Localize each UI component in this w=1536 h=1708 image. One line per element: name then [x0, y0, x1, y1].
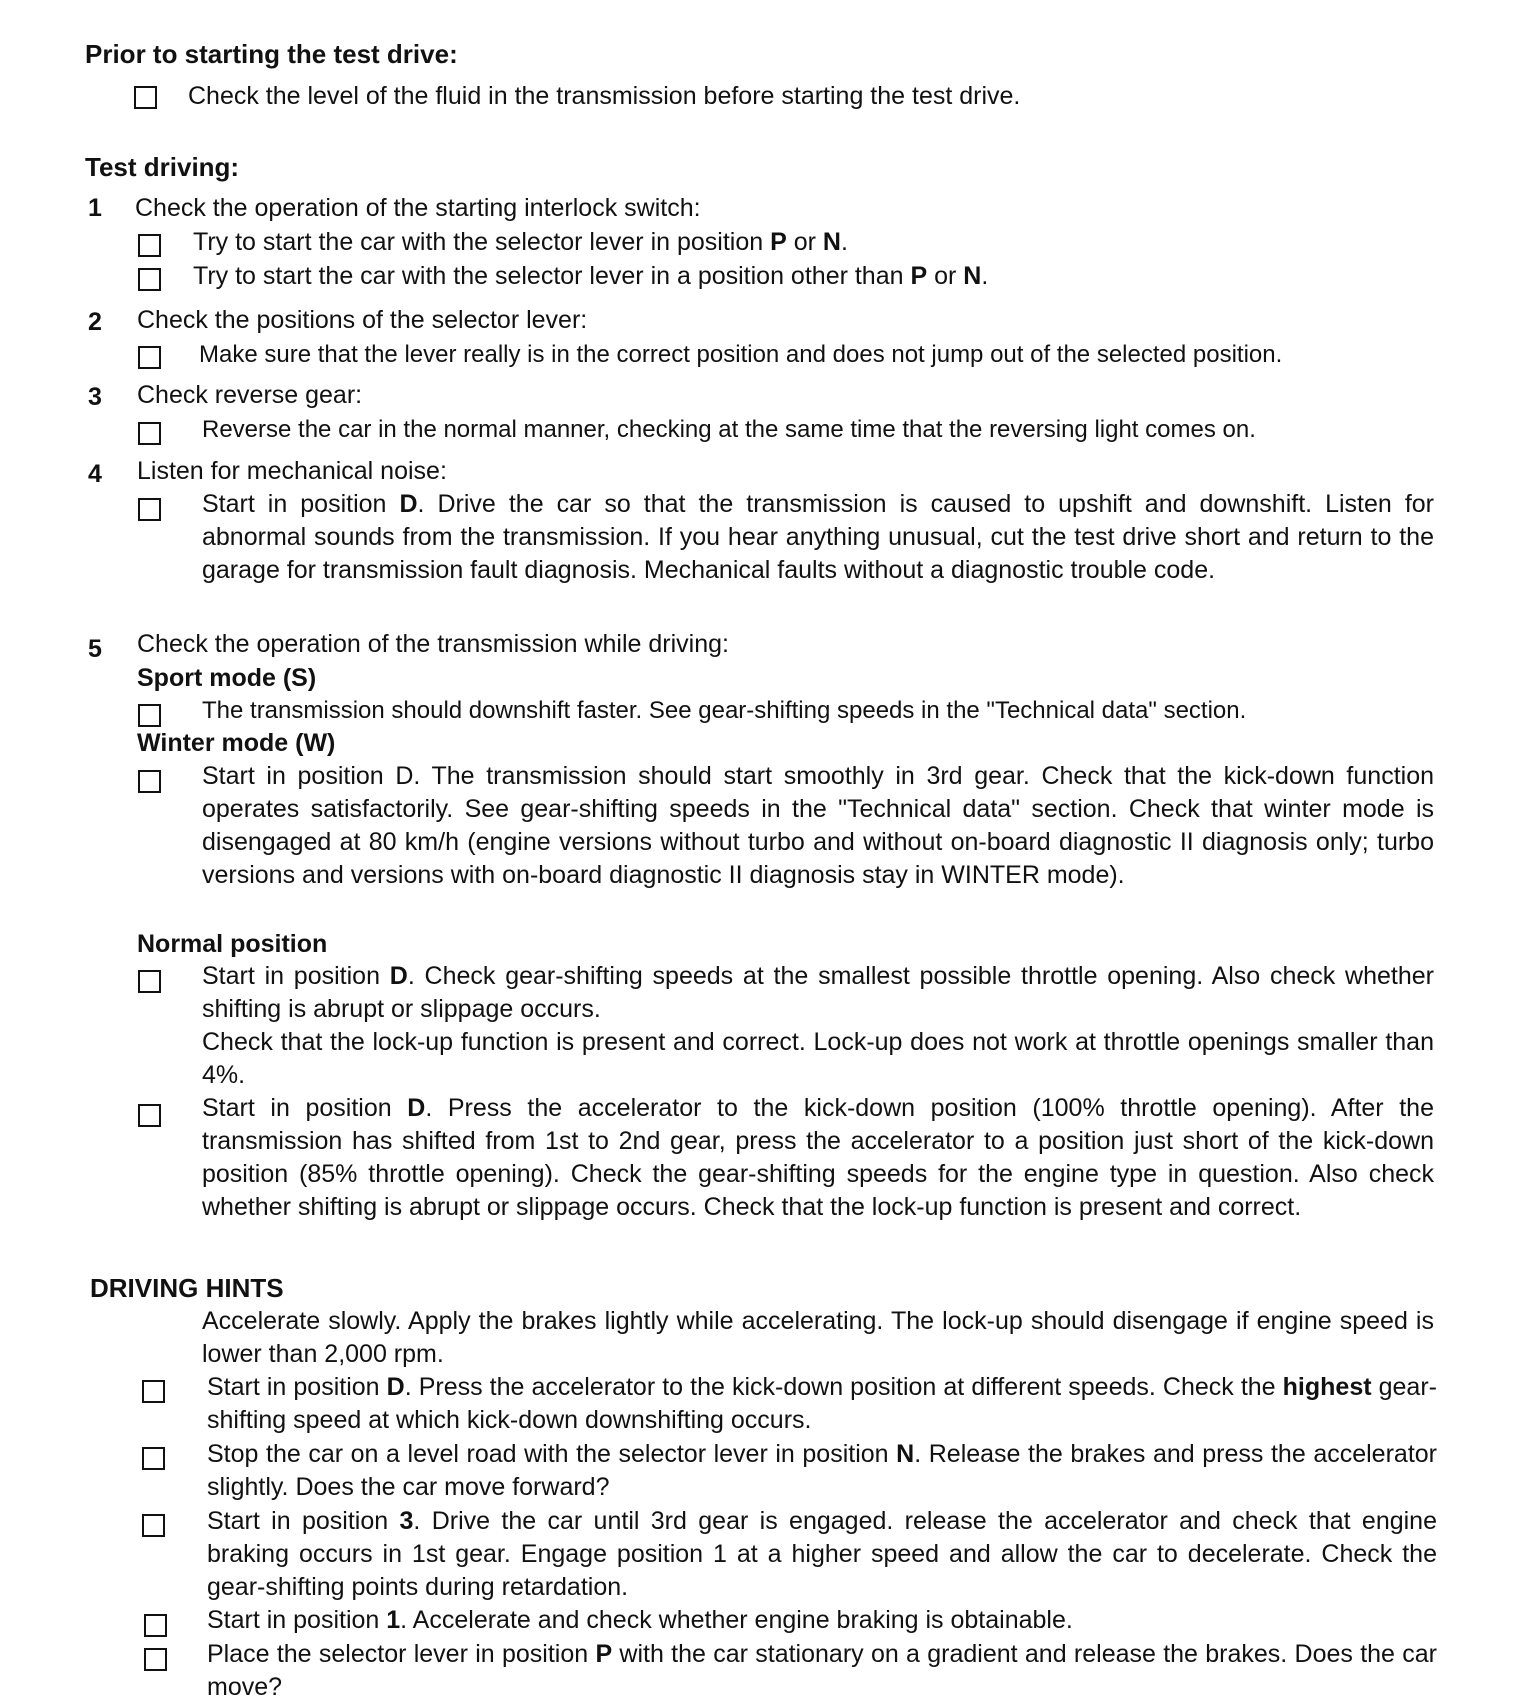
step-1b-text: Try to start the car with the selector lever in a position other than P or N.: [193, 262, 989, 290]
hint-5-text: Place the selector lever in position P with the car stationary on a gradient and release the brakes. Does the car move?: [207, 1640, 1437, 1701]
step-2a-text: Make sure that the lever really is in the correct position and does not jump out of the selected position.: [199, 341, 1283, 368]
winter-mode-text: Start in position D. The transmission should start smoothly in 3rd gear. Check that the kick-down function operates satisfactorily. See gear-shifting speeds in the "Technical data" section. Check that winter mode is disengaged at 80 km/h (engine versions without turbo and without on-board diagnostic II diagnosis only; turbo versions and versions with on-board diagnostic II diagnosis stay in WINTER mode).: [202, 762, 1434, 889]
step-3a-text: Reverse the car in the normal manner, checking at the same time that the reversing light comes on.: [202, 416, 1256, 443]
step-1a-checkbox[interactable]: [138, 234, 161, 257]
step-3-number: 3: [88, 383, 102, 411]
hint-1-text: Start in position D. Press the accelerator to the kick-down position at different speeds. Check the highest gear-shifting speed at which kick-down downshifting occurs.: [207, 1373, 1437, 1434]
step-2-number: 2: [88, 308, 102, 336]
hint-4-checkbox[interactable]: [144, 1614, 167, 1637]
hint-5-checkbox[interactable]: [144, 1648, 167, 1671]
step-4-number: 4: [88, 460, 102, 488]
step-5-number: 5: [88, 635, 102, 663]
driving-hints-heading: DRIVING HINTS: [90, 1273, 284, 1303]
hint-2-text: Stop the car on a level road with the selector lever in position N. Release the brakes and press the accelerator slightly. Does the car move forward?: [207, 1440, 1437, 1501]
hint-2-checkbox[interactable]: [142, 1447, 165, 1470]
step-3-title: Check reverse gear:: [137, 381, 363, 409]
hint-1-checkbox[interactable]: [142, 1380, 165, 1403]
step-4a-checkbox[interactable]: [138, 498, 161, 521]
normal-position-heading: Normal position: [137, 930, 328, 958]
step-2a-checkbox[interactable]: [138, 346, 161, 369]
hints-intro: Accelerate slowly. Apply the brakes lightly while accelerating. The lock-up should disengage if engine speed is lower than 2,000 rpm.: [202, 1307, 1434, 1368]
step-1-number: 1: [88, 194, 102, 222]
prior-checkbox[interactable]: [134, 86, 157, 109]
hint-4-text: Start in position 1. Accelerate and check whether engine braking is obtainable.: [207, 1606, 1073, 1634]
normal-a-text: Start in position D. Check gear-shifting speeds at the smallest possible throttle opening. Also check whether shifting is abrupt or slippage occurs.: [202, 962, 1435, 1023]
test-driving-heading: Test driving:: [85, 152, 240, 182]
normal-a-note: Check that the lock-up function is present and correct. Lock-up does not work at throttle openings smaller than 4%.: [202, 1028, 1434, 1089]
hint-3-checkbox[interactable]: [142, 1514, 165, 1537]
step-1a-text: Try to start the car with the selector lever in position P or N.: [193, 228, 848, 256]
step-4-title: Listen for mechanical noise:: [137, 457, 447, 485]
step-1-title: Check the operation of the starting interlock switch:: [135, 194, 701, 222]
sport-mode-heading: Sport mode (S): [137, 664, 317, 692]
normal-b-checkbox[interactable]: [138, 1104, 161, 1127]
prior-item-text: Check the level of the fluid in the transmission before starting the test drive.: [188, 82, 1021, 110]
step-3a-checkbox[interactable]: [138, 422, 161, 445]
hint-3-text: Start in position 3. Drive the car until 3rd gear is engaged. release the accelerator and check that engine braking occurs in 1st gear. Engage position 1 at a higher speed and allow the car to decelerate. Check the gear-shifting points during retardation.: [207, 1507, 1437, 1601]
normal-a-checkbox[interactable]: [138, 970, 161, 993]
normal-b-text: Start in position D. Press the accelerator to the kick-down position (100% throttle opening). After the transmission has shifted from 1st to 2nd gear, press the accelerator to a position just short of the kick-down position (85% throttle opening). Check the gear-shifting speeds for the engine type in question. Also check whether shifting is abrupt or slippage occurs. Check that the lock-up function is present and correct.: [202, 1094, 1434, 1221]
sport-mode-text: The transmission should downshift faster. See gear-shifting speeds in the "Technical data" section.: [202, 697, 1247, 724]
sport-mode-checkbox[interactable]: [138, 704, 161, 727]
winter-mode-heading: Winter mode (W): [137, 729, 336, 757]
step-5-title: Check the operation of the transmission while driving:: [137, 630, 729, 658]
step-4a-text: Start in position D. Drive the car so that the transmission is caused to upshift and downshift. Listen for abnormal sounds from the transmission. If you hear anything unusual, cut the test drive short and return to the garage for transmission fault diagnosis. Mechanical faults without a diagnostic trouble code.: [202, 490, 1434, 584]
step-2-title: Check the positions of the selector lever:: [137, 306, 588, 334]
prior-heading: Prior to starting the test drive:: [85, 39, 458, 69]
winter-mode-checkbox[interactable]: [138, 770, 161, 793]
step-1b-checkbox[interactable]: [138, 268, 161, 291]
